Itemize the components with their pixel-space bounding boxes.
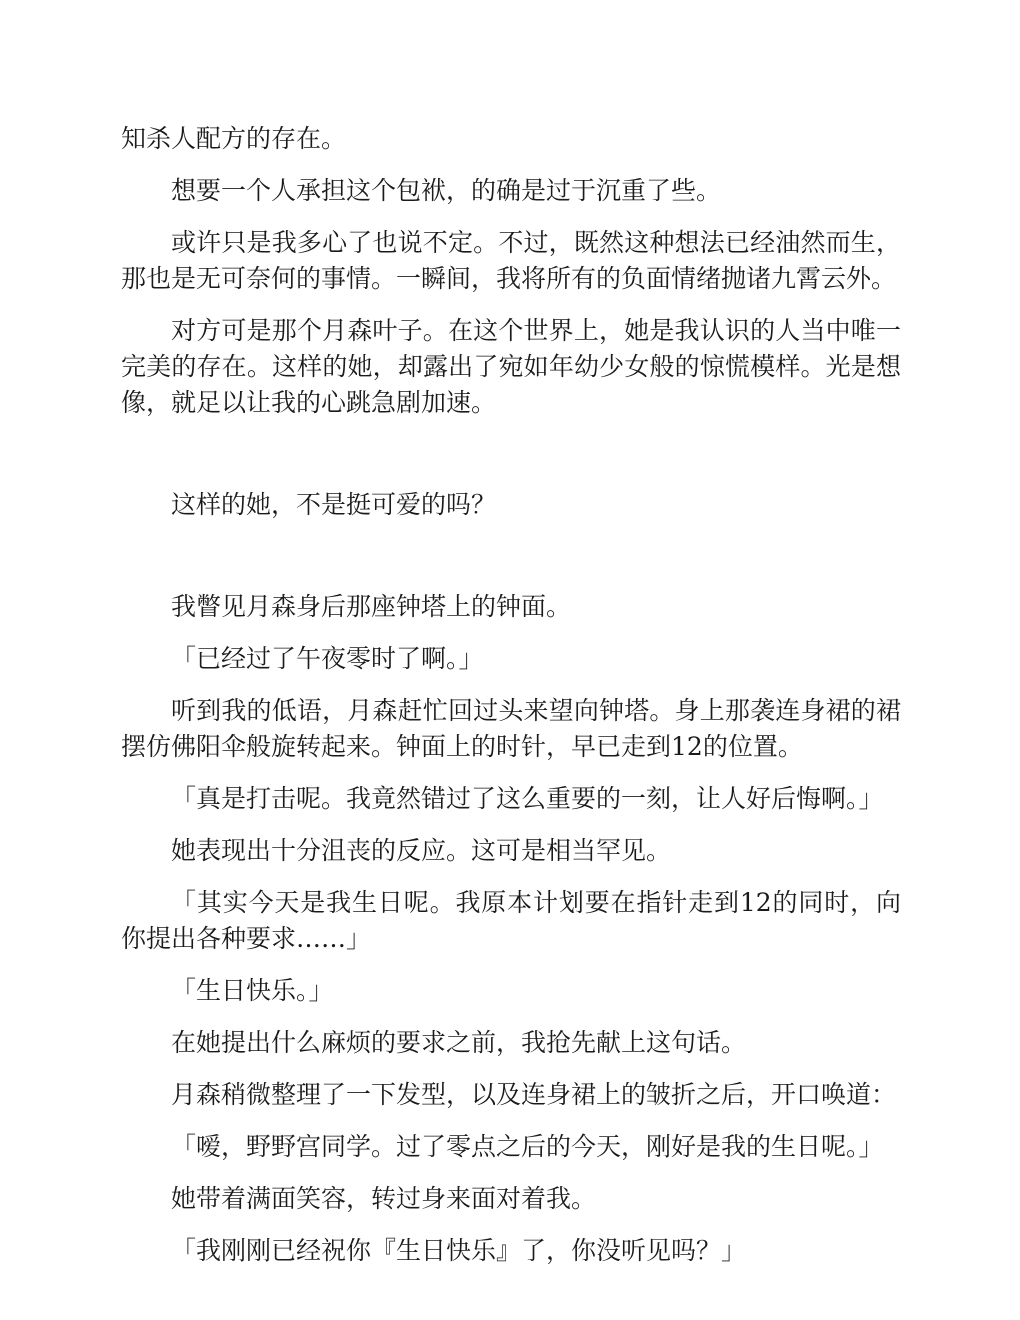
scene-break [121, 437, 901, 487]
scene-break [121, 539, 901, 589]
text-body [121, 121, 901, 1285]
paragraph: 月森稍微整理了一下发型，以及连身裙上的皱折之后，开口唤道： [171, 1080, 897, 1109]
paragraph: 这样的她，不是挺可爱的吗？ [171, 490, 497, 519]
paragraph: 或许只是我多心了也说不定。不过，既然这种想法已经油然而生，那也是无可奈何的事情。一瞬间，我将所有的负面情绪抛诸九霄云外。 [121, 228, 901, 293]
dialogue-line: 「真是打击呢。我竟然错过了这么重要的一刻，让人好后悔啊。」 [171, 784, 884, 813]
dialogue-line: 「我刚刚已经祝你『生日快乐』了，你没听见吗？」 [171, 1236, 747, 1265]
paragraph: 她表现出十分沮丧的反应。这可是相当罕见。 [171, 836, 672, 865]
paragraph: 知杀人配方的存在。 [121, 124, 347, 153]
paragraph: 想要一个人承担这个包袱，的确是过于沉重了些。 [171, 176, 722, 205]
paragraph: 听到我的低语，月森赶忙回过头来望向钟塔。身上那袭连身裙的裙摆仿佛阳伞般旋转起来。钟面上的时针，早已走到12的位置。 [121, 696, 901, 761]
dialogue-line: 「嗳，野野宫同学。过了零点之后的今天，刚好是我的生日呢。」 [171, 1132, 884, 1161]
dialogue-line: 「生日快乐。」 [171, 976, 334, 1005]
paragraph: 对方可是那个月森叶子。在这个世界上，她是我认识的人当中唯一完美的存在。这样的她，却露出了宛如年幼少女般的惊慌模样。光是想像，就足以让我的心跳急剧加速。 [121, 316, 901, 417]
paragraph: 在她提出什么麻烦的要求之前，我抢先献上这句话。 [171, 1028, 747, 1057]
dialogue-line: 「其实今天是我生日呢。我原本计划要在指针走到12的同时，向你提出各种要求……」 [121, 888, 901, 953]
paragraph: 她带着满面笑容，转过身来面对着我。 [171, 1184, 597, 1213]
dialogue-line: 「已经过了午夜零时了啊。」 [171, 644, 484, 673]
paragraph: 我瞥见月森身后那座钟塔上的钟面。 [171, 592, 572, 621]
